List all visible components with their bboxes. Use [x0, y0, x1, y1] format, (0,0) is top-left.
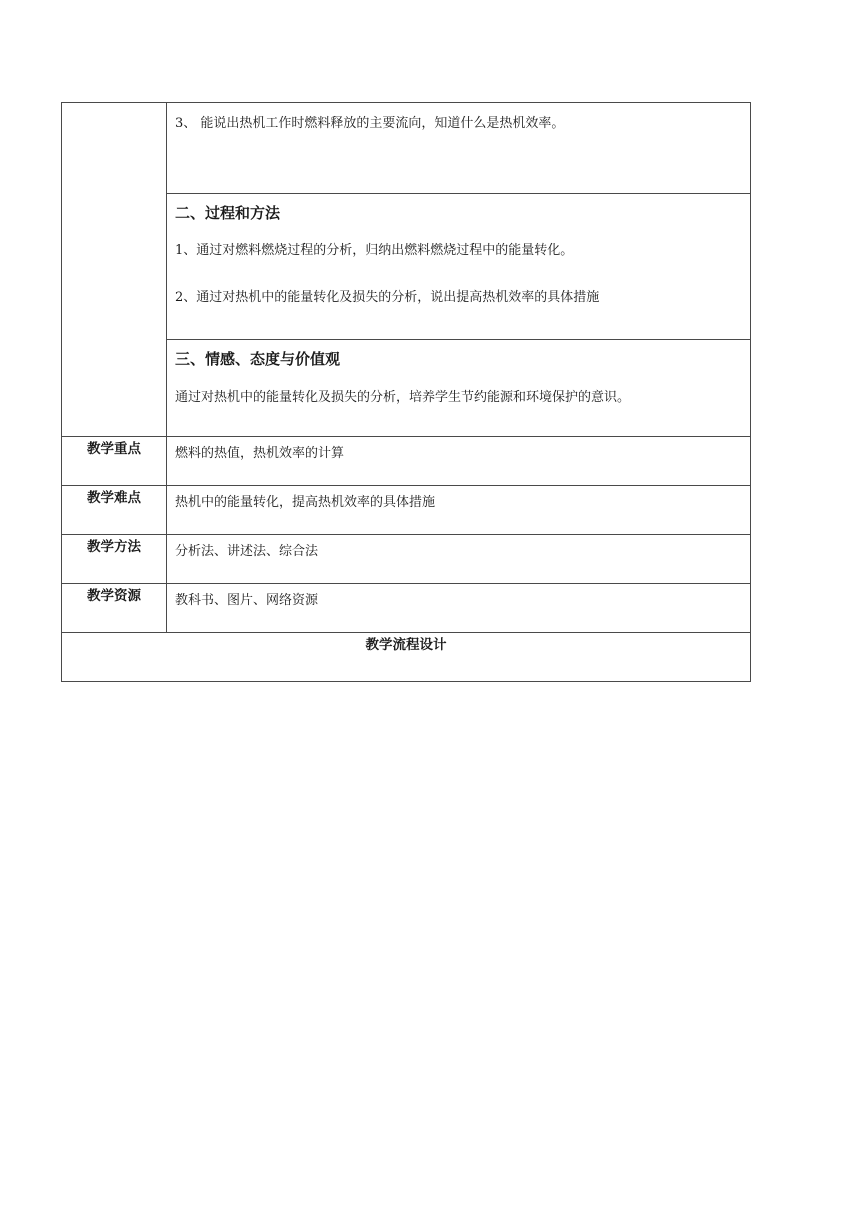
row-flow-design [62, 633, 751, 682]
methods-label: 教学方法 [62, 535, 167, 584]
knowledge-item3-cell [167, 103, 751, 194]
row-methods [62, 535, 751, 584]
flow-design-title: 教学流程设计 [62, 633, 751, 682]
row-key-points [62, 437, 751, 486]
process-method-heading: 二、过程和方法 [175, 204, 281, 222]
methods-value-cell [167, 535, 751, 584]
process-method-cell [167, 194, 751, 340]
knowledge-item3-text: 3、 能说出热机工作时燃料释放的主要流向，知道什么是热机效率。 [175, 116, 565, 131]
key-points-value-cell [167, 437, 751, 486]
resources-value: 教科书、图片、网络资源 [175, 593, 319, 608]
objectives-label-cell [62, 103, 167, 437]
key-points-value: 燃料的热值，热机效率的计算 [175, 446, 345, 461]
difficulties-value: 热机中的能量转化，提高热机效率的具体措施 [175, 495, 436, 510]
row-resources [62, 584, 751, 633]
lesson-plan-table [61, 102, 751, 682]
row-difficulties [62, 486, 751, 535]
objective-row-knowledge [62, 103, 751, 194]
process-method-item2: 2、通过对热机中的能量转化及损失的分析，说出提高热机效率的具体措施 [175, 290, 600, 305]
resources-value-cell [167, 584, 751, 633]
resources-label: 教学资源 [62, 584, 167, 633]
difficulties-value-cell [167, 486, 751, 535]
key-points-label: 教学重点 [62, 437, 167, 486]
emotion-values-heading: 三、情感、态度与价值观 [175, 350, 341, 368]
methods-value: 分析法、讲述法、综合法 [175, 544, 319, 559]
process-method-item1: 1、通过对燃料燃烧过程的分析，归纳出燃料燃烧过程中的能量转化。 [175, 243, 574, 258]
emotion-values-text: 通过对热机中的能量转化及损失的分析，培养学生节约能源和环境保护的意识。 [175, 390, 631, 405]
difficulties-label: 教学难点 [62, 486, 167, 535]
emotion-values-cell [167, 340, 751, 437]
